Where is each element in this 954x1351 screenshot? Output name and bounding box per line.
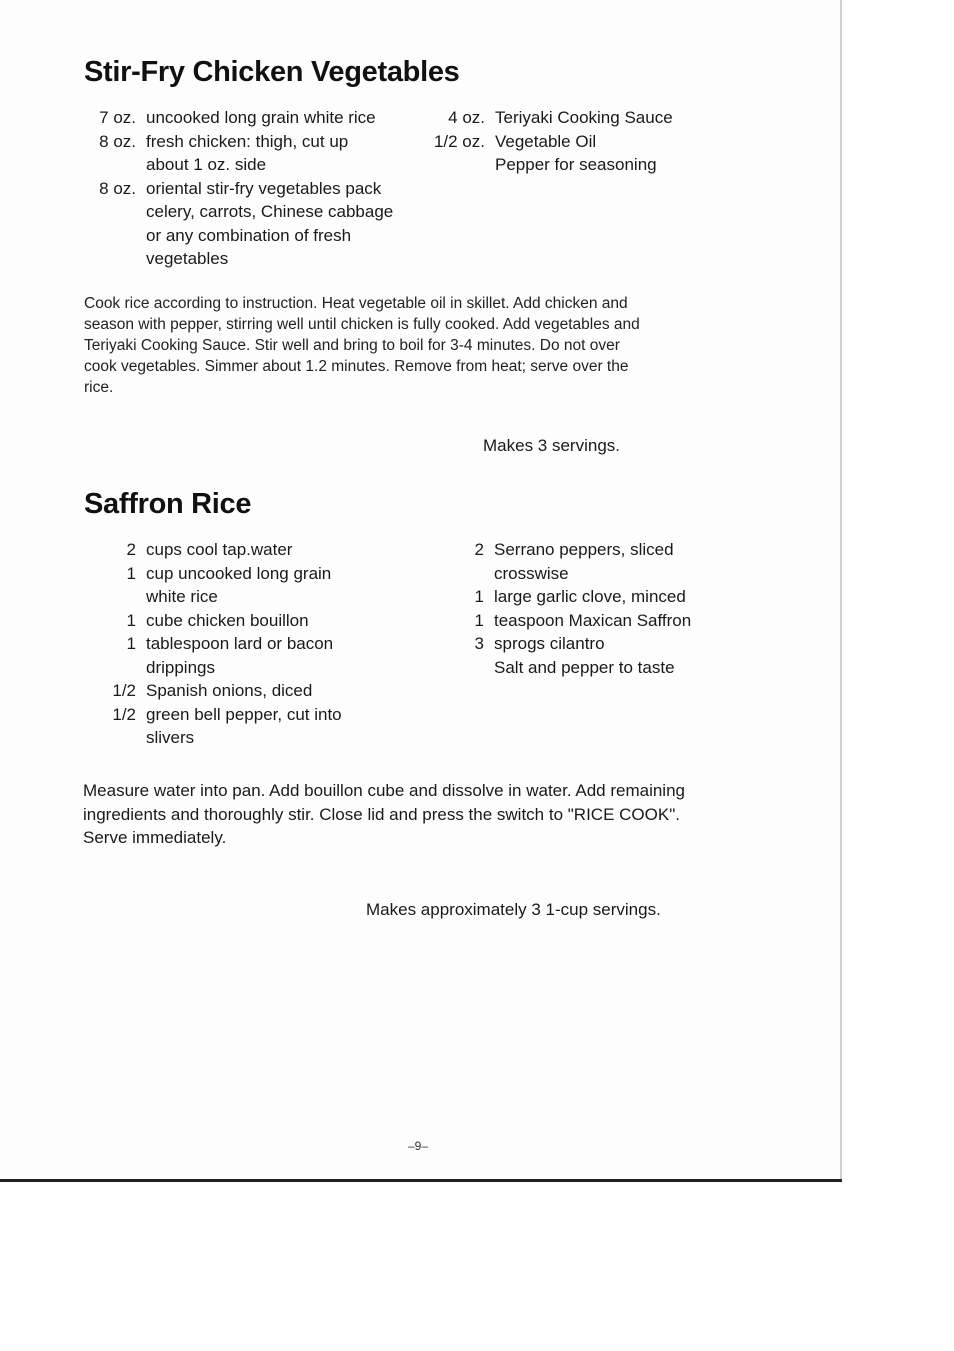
instruction-line: Measure water into pan. Add bouillon cube and dissolve in water. Add remaining xyxy=(83,781,685,800)
recipe-title-stir-fry: Stir-Fry Chicken Vegetables xyxy=(84,56,460,88)
instruction-line: cook vegetables. Simmer about 1.2 minutes. Remove from heat; serve over the xyxy=(84,358,629,375)
ingredient-text: vegetables xyxy=(146,249,229,268)
ingredient-item xyxy=(84,106,393,130)
ingredient-text: white rice xyxy=(146,587,218,606)
page-edge-right xyxy=(840,0,842,1180)
ingredient-item xyxy=(84,538,342,562)
ingredient-item xyxy=(84,656,342,680)
ingredient-text: teaspoon Maxican Saffron xyxy=(494,610,692,630)
yield-text: Makes approximately 3 1-cup servings. xyxy=(366,900,661,919)
ingredient-text: Vegetable Oil xyxy=(495,131,597,151)
instruction-line: season with pepper, stirring well until chicken is fully cooked. Add vegetables and xyxy=(84,316,640,333)
ingredient-amount xyxy=(84,726,146,750)
ingredient-text: oriental stir-fry vegetables pack xyxy=(146,178,382,198)
ingredient-list-left xyxy=(84,106,393,271)
ingredient-amount: 1/2 xyxy=(112,681,136,700)
ingredient-text: sprogs cilantro xyxy=(494,634,605,653)
ingredient-amount: 2 xyxy=(126,540,136,559)
ingredient-item xyxy=(84,679,342,703)
ingredient-text: about 1 oz. side xyxy=(146,155,267,174)
ingredient-item xyxy=(84,585,342,609)
ingredient-item xyxy=(446,585,691,609)
ingredient-amount: 8 oz. xyxy=(99,178,136,198)
page-edge-bottom xyxy=(0,1179,842,1182)
ingredient-item xyxy=(84,224,393,248)
ingredient-text: Salt and pepper to taste xyxy=(494,657,675,677)
recipe-title-saffron-rice: Saffron Rice xyxy=(84,488,252,520)
ingredient-text: tablespoon lard or bacon xyxy=(146,634,334,653)
ingredient-amount: 1 xyxy=(474,587,484,606)
ingredient-text: large garlic clove, minced xyxy=(494,587,686,606)
ingredient-item xyxy=(446,562,691,586)
ingredient-item xyxy=(418,106,673,130)
instructions-paragraph xyxy=(83,779,685,850)
ingredient-item xyxy=(84,200,393,224)
instructions-paragraph xyxy=(84,293,640,398)
ingredient-item xyxy=(84,703,342,727)
ingredient-item xyxy=(84,247,393,271)
ingredient-amount: 4 oz. xyxy=(448,108,485,127)
ingredient-item xyxy=(84,130,393,154)
ingredient-list-left xyxy=(84,538,342,750)
ingredient-amount xyxy=(84,585,146,609)
ingredient-item xyxy=(84,562,342,586)
ingredient-item xyxy=(418,130,673,154)
ingredient-amount: 1 xyxy=(474,610,484,630)
instruction-line: Serve immediately. xyxy=(83,828,227,847)
ingredient-amount: 1 xyxy=(126,610,136,630)
ingredient-list-right xyxy=(446,538,691,679)
ingredient-amount: 8 oz. xyxy=(99,131,136,151)
ingredient-text: fresh chicken: thigh, cut up xyxy=(146,131,349,151)
ingredient-item xyxy=(84,609,342,633)
ingredient-item xyxy=(446,632,691,656)
ingredient-text: celery, carrots, Chinese cabbage xyxy=(146,202,394,221)
ingredient-amount xyxy=(84,247,146,271)
ingredient-amount xyxy=(84,200,146,224)
page-number: –9– xyxy=(408,1139,429,1153)
ingredient-text: green bell pepper, cut into xyxy=(146,704,342,724)
ingredient-list-right xyxy=(418,106,673,177)
ingredient-amount: 1/2 xyxy=(112,704,136,724)
ingredient-item xyxy=(84,726,342,750)
yield-text: Makes 3 servings. xyxy=(483,436,620,455)
ingredient-amount: 1/2 oz. xyxy=(433,131,485,151)
ingredient-item xyxy=(84,177,393,201)
ingredient-item xyxy=(418,153,673,177)
ingredient-amount xyxy=(84,224,146,248)
ingredient-amount xyxy=(84,656,146,680)
ingredient-text: cups cool tap.water xyxy=(146,540,293,559)
instruction-line: rice. xyxy=(84,379,114,396)
ingredient-item xyxy=(84,632,342,656)
ingredient-amount: 7 oz. xyxy=(99,108,136,127)
ingredient-item xyxy=(446,609,691,633)
instruction-line: ingredients and thoroughly stir. Close lid and press the switch to "RICE COOK". xyxy=(83,804,680,824)
ingredient-text: slivers xyxy=(146,728,195,747)
ingredient-item xyxy=(446,656,691,680)
ingredient-amount xyxy=(446,562,494,586)
ingredient-item xyxy=(446,538,691,562)
ingredient-text: Pepper for seasoning xyxy=(495,155,657,174)
ingredient-item xyxy=(84,153,393,177)
ingredient-text: or any combination of fresh xyxy=(146,225,352,245)
ingredient-text: crosswise xyxy=(494,563,569,583)
ingredient-amount: 3 xyxy=(474,634,484,653)
ingredient-amount xyxy=(446,656,494,680)
ingredient-amount xyxy=(418,153,495,177)
ingredient-text: Spanish onions, diced xyxy=(146,681,313,700)
ingredient-text: drippings xyxy=(146,657,215,677)
ingredient-amount xyxy=(84,153,146,177)
instruction-line: Cook rice according to instruction. Heat vegetable oil in skillet. Add chicken and xyxy=(84,295,628,312)
ingredient-text: cup uncooked long grain xyxy=(146,563,332,583)
ingredient-amount: 1 xyxy=(126,563,136,583)
instruction-line: Teriyaki Cooking Sauce. Stir well and bring to boil for 3-4 minutes. Do not over xyxy=(84,337,620,354)
ingredient-amount: 2 xyxy=(474,540,484,559)
ingredient-text: Serrano peppers, sliced xyxy=(494,540,674,559)
ingredient-amount: 1 xyxy=(126,634,136,653)
ingredient-text: cube chicken bouillon xyxy=(146,610,309,630)
ingredient-text: Teriyaki Cooking Sauce xyxy=(495,108,673,127)
ingredient-text: uncooked long grain white rice xyxy=(146,108,376,127)
